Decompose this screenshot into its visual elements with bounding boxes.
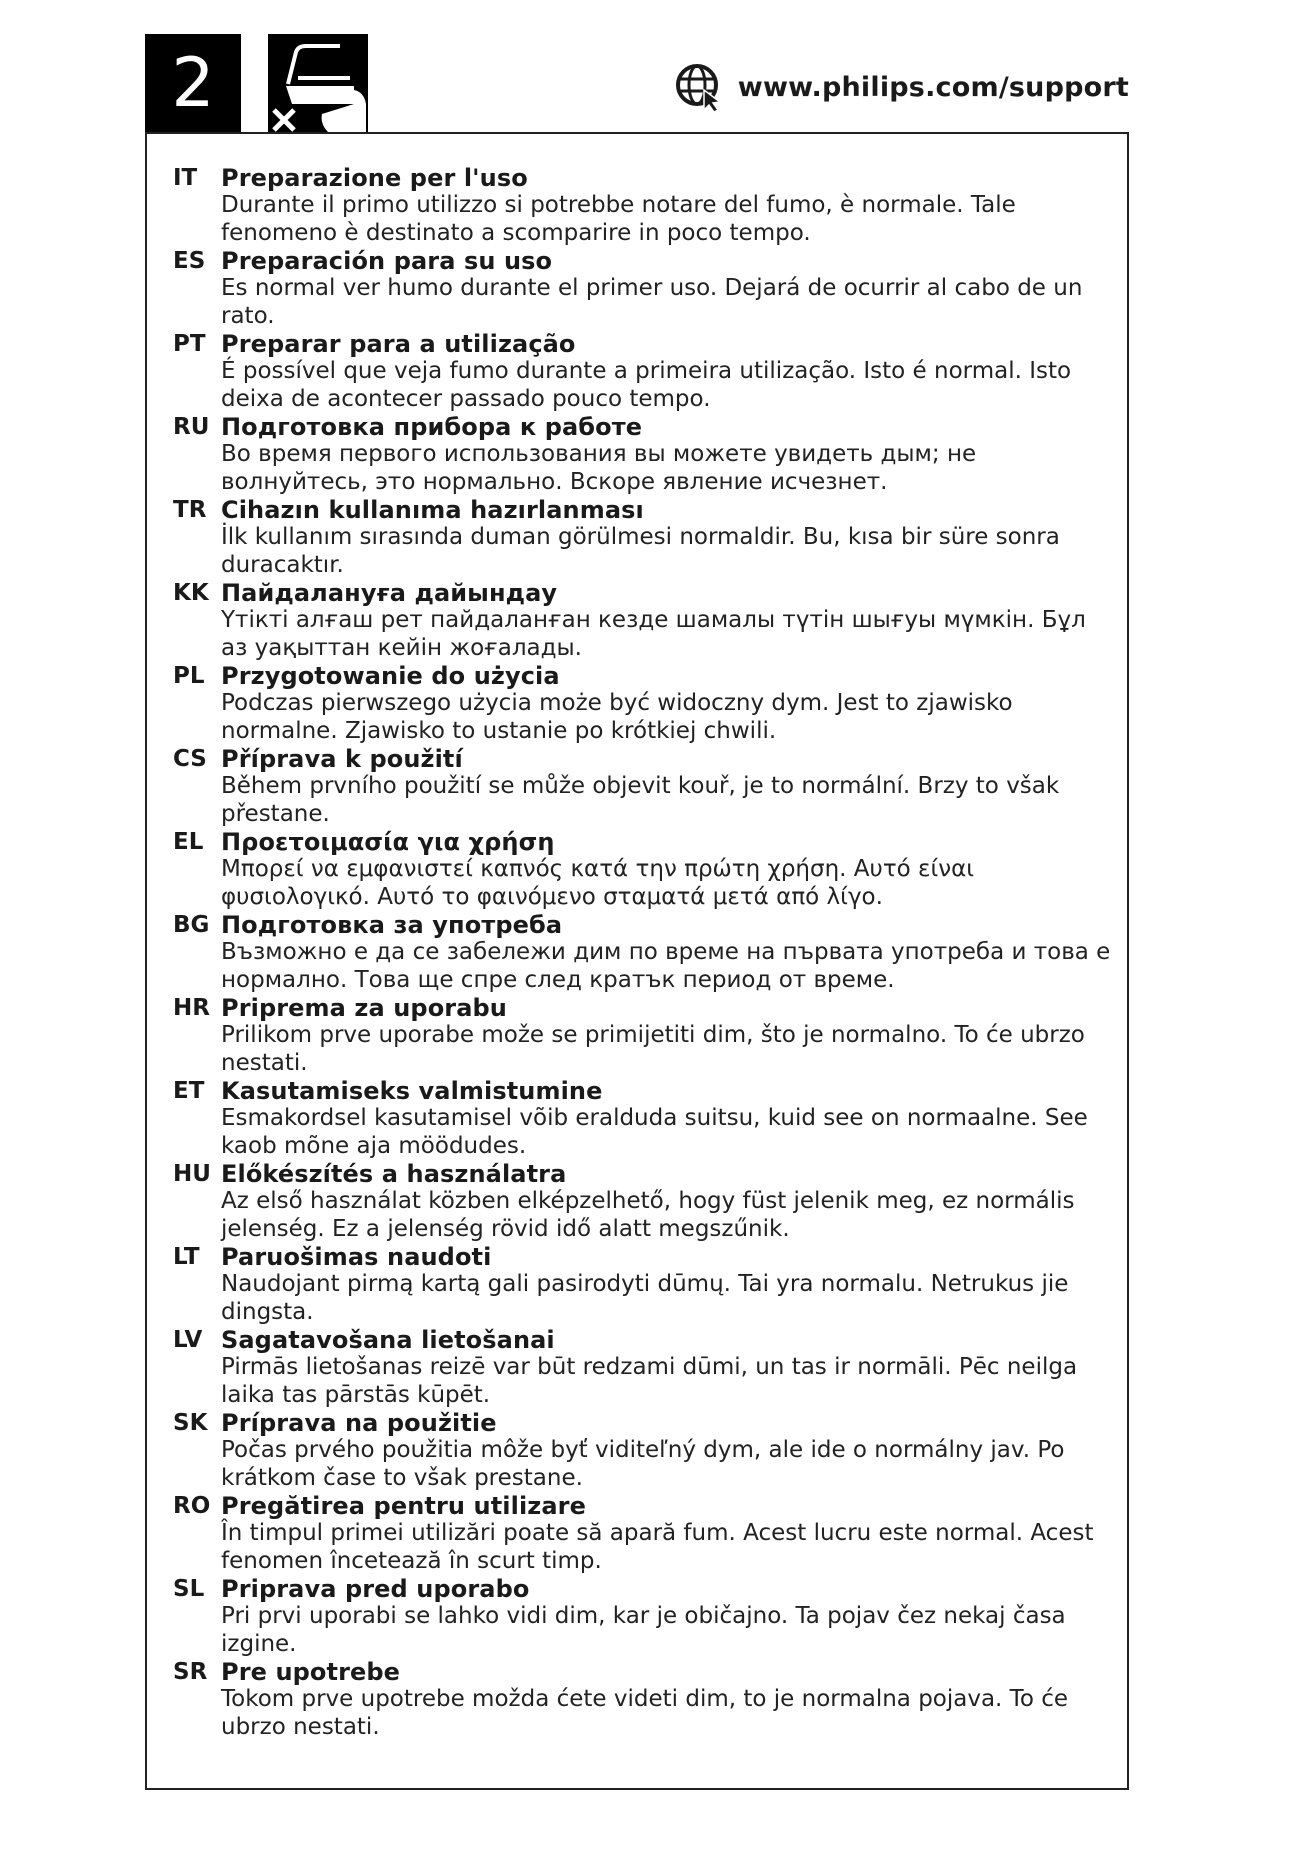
- entry-text: Μπορεί να εμφανιστεί καπνός κατά την πρώτη χρήση. Αυτό είναι φυσιολογικό. Αυτό το φαινόμενο σταματά μετά από λίγο.: [221, 856, 975, 910]
- entry-sl: [173, 1575, 1113, 1658]
- support-url[interactable]: www.philips.com/support: [737, 71, 1129, 103]
- entry-lt: [173, 1243, 1113, 1326]
- language-code: EL: [173, 829, 204, 855]
- entry-title: Подготовка за употреба: [221, 911, 563, 939]
- entry-text: Az első használat közben elképzelhető, hogy füst jelenik meg, ez normális jelenség. Ez a jelenség rövid idő alatt megszűnik.: [221, 1188, 1075, 1242]
- language-code: HU: [173, 1161, 211, 1187]
- entry-text: Během prvního použití se může objevit kouř, je to normální. Brzy to však přestane.: [221, 773, 1060, 827]
- language-code: PT: [173, 331, 206, 357]
- entry-text: Үтікті алғаш рет пайдаланған кезде шамалы түтін шығуы мүмкін. Бұл аз уақыттан кейін жоғалады.: [221, 607, 1086, 661]
- entry-et: [173, 1077, 1113, 1160]
- entry-text: Prilikom prve uporabe može se primijetiti dim, što je normalno. To će ubrzo nestati.: [221, 1022, 1085, 1076]
- language-code: SR: [173, 1659, 208, 1685]
- entry-title: Sagatavošana lietošanai: [221, 1326, 555, 1354]
- entry-pl: [173, 662, 1113, 745]
- language-code: ET: [173, 1078, 205, 1104]
- iron-cross-icon: [268, 34, 368, 132]
- entry-title: Προετοιμασία για χρήση: [221, 828, 555, 856]
- entry-title: Preparar para a utilização: [221, 330, 576, 358]
- entry-it: [173, 164, 1113, 247]
- entry-sr: [173, 1658, 1113, 1741]
- entry-el: [173, 828, 1113, 911]
- language-entries: [173, 164, 1113, 1741]
- entry-lv: [173, 1326, 1113, 1409]
- entry-title: Pre upotrebe: [221, 1658, 401, 1686]
- entry-cs: [173, 745, 1113, 828]
- globe-cursor-icon: [674, 62, 724, 112]
- entry-bg: [173, 911, 1113, 994]
- language-code: PL: [173, 663, 205, 689]
- entry-title: Preparazione per l'uso: [221, 164, 528, 192]
- language-code: RO: [173, 1493, 211, 1519]
- entry-title: Kasutamiseks valmistumine: [221, 1077, 603, 1105]
- entry-hu: [173, 1160, 1113, 1243]
- entry-title: Priprema za uporabu: [221, 994, 507, 1022]
- step-number: 2: [145, 34, 241, 132]
- language-code: SK: [173, 1410, 208, 1436]
- entry-pt: [173, 330, 1113, 413]
- entry-ro: [173, 1492, 1113, 1575]
- entry-text: În timpul primei utilizări poate să apară fum. Acest lucru este normal. Acest fenomen încetează în scurt timp.: [221, 1520, 1094, 1574]
- entry-text: Во время первого использования вы можете увидеть дым; не волнуйтесь, это нормально. Вскоре явление исчезнет.: [221, 441, 977, 495]
- entry-text: É possível que veja fumo durante a primeira utilização. Isto é normal. Isto deixa de acontecer passado pouco tempo.: [221, 358, 1072, 412]
- entry-title: Előkészítés a használatra: [221, 1160, 567, 1188]
- entry-es: [173, 247, 1113, 330]
- entry-text: Podczas pierwszego użycia może być widoczny dym. Jest to zjawisko normalne. Zjawisko to ustanie po krótkiej chwili.: [221, 690, 1013, 744]
- language-code: SL: [173, 1576, 205, 1602]
- entry-text: Naudojant pirmą kartą gali pasirodyti dūmų. Tai yra normalu. Netrukus jie dingsta.: [221, 1271, 1069, 1325]
- entry-text: Pirmās lietošanas reizē var būt redzami dūmi, un tas ir normāli. Pēc neilga laika tas pārstās kūpēt.: [221, 1354, 1078, 1408]
- entry-tr: [173, 496, 1113, 579]
- language-code: TR: [173, 497, 207, 523]
- support-link[interactable]: [674, 62, 1129, 112]
- entry-title: Pregătirea pentru utilizare: [221, 1492, 586, 1520]
- entry-text: Es normal ver humo durante el primer uso. Dejará de ocurrir al cabo de un rato.: [221, 275, 1083, 329]
- entry-text: Tokom prve upotrebe možda ćete videti dim, to je normalna pojava. To će ubrzo nestati.: [221, 1686, 1069, 1740]
- entry-title: Paruošimas naudoti: [221, 1243, 492, 1271]
- entry-text: Esmakordsel kasutamisel võib eralduda suitsu, kuid see on normaalne. See kaob mõne aja möödudes.: [221, 1105, 1088, 1159]
- entry-title: Preparación para su uso: [221, 247, 553, 275]
- entry-title: Подготовка прибора к работе: [221, 413, 643, 441]
- entry-text: Pri prvi uporabi se lahko vidi dim, kar je običajno. Ta pojav čez nekaj časa izgine.: [221, 1603, 1066, 1657]
- entry-text: Durante il primo utilizzo si potrebbe notare del fumo, è normale. Tale fenomeno è destinato a scomparire in poco tempo.: [221, 192, 1016, 246]
- entry-title: Příprava k použití: [221, 745, 463, 773]
- entry-hr: [173, 994, 1113, 1077]
- language-code: CS: [173, 746, 207, 772]
- language-code: ES: [173, 248, 206, 274]
- language-code: BG: [173, 912, 210, 938]
- entry-text: Počas prvého použitia môže byť viditeľný dym, ale ide o normálny jav. Po krátkom čase to však prestane.: [221, 1437, 1065, 1491]
- entry-sk: [173, 1409, 1113, 1492]
- language-code: RU: [173, 414, 210, 440]
- entry-title: Przygotowanie do użycia: [221, 662, 560, 690]
- language-code: LT: [173, 1244, 200, 1270]
- entry-title: Priprava pred uporabo: [221, 1575, 530, 1603]
- language-code: IT: [173, 165, 198, 191]
- entry-kk: [173, 579, 1113, 662]
- language-code: KK: [173, 580, 209, 606]
- entry-ru: [173, 413, 1113, 496]
- language-code: LV: [173, 1327, 203, 1353]
- entry-title: Пайдалануға дайындау: [221, 579, 558, 607]
- language-code: HR: [173, 995, 210, 1021]
- entry-text: Възможно е да се забележи дим по време на първата употреба и това е нормално. Това ще спре след кратък период от време.: [221, 939, 1111, 993]
- entry-title: Cihazın kullanıma hazırlanması: [221, 496, 644, 524]
- entry-title: Príprava na použitie: [221, 1409, 497, 1437]
- entry-text: İlk kullanım sırasında duman görülmesi normaldir. Bu, kısa bir süre sonra duracaktır.: [221, 524, 1060, 578]
